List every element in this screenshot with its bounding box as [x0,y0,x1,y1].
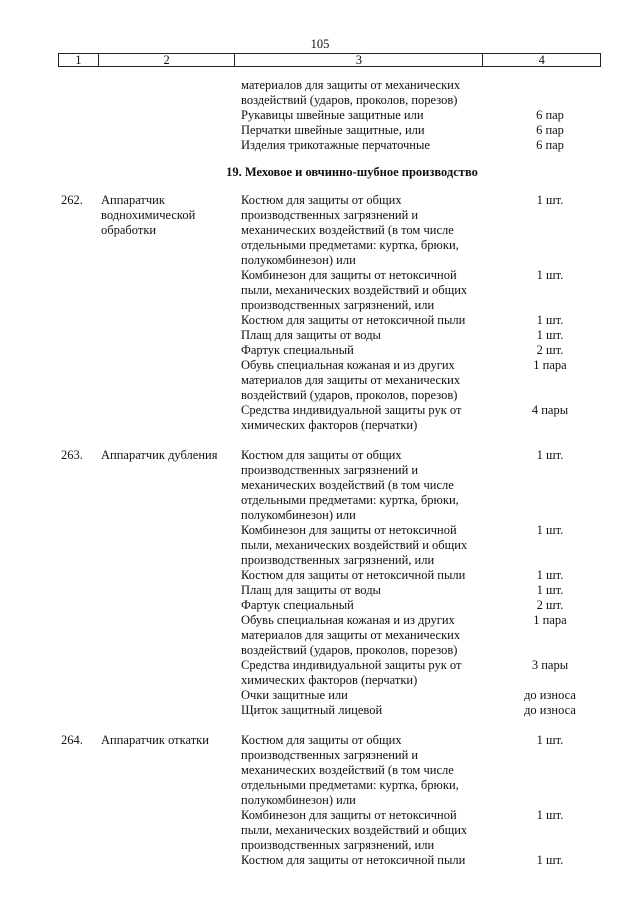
table-row [0,703,640,718]
ppe-item [241,313,491,328]
profession-name [101,568,240,583]
profession-name [101,613,240,658]
ppe-quantity: 1 пара [533,358,567,372]
ppe-item-line: Рукавицы швейные защитные или [241,108,424,122]
ppe-item-line: Средства индивидуальной защиты рук от [241,658,462,672]
profession-name [101,583,240,598]
ppe-item-line: Костюм для защиты от общих [241,733,402,747]
ppe-item-line: производственных загрязнений и [241,208,419,222]
profession-name [101,358,240,403]
ppe-item [241,138,491,153]
table-row [0,583,640,598]
profession-name [101,193,240,268]
table-row [0,448,640,523]
profession-line: Аппаратчик [101,193,165,207]
entry-number [61,78,101,108]
ppe-quantity: 1 шт. [536,448,564,462]
table-header [58,53,601,67]
ppe-quantity: 1 шт. [536,808,564,822]
ppe-item-line: Средства индивидуальной защиты рук от [241,403,462,417]
ppe-item-line: пыли, механических воздействий и общих [241,283,468,297]
ppe-item-line: Костюм для защиты от нетоксичной пыли [241,313,466,327]
ppe-quantity: до износа [524,688,576,702]
ppe-item [241,448,491,523]
profession-name [101,853,240,868]
ppe-quantity [491,78,609,108]
ppe-item [241,688,491,703]
profession-name [101,703,240,718]
ppe-quantity: 1 шт. [536,853,564,867]
table-row [0,688,640,703]
ppe-item-line: производственных загрязнений, или [241,298,435,312]
table-row [0,78,640,108]
ppe-item [241,268,491,313]
ppe-item-line: воздействий (ударов, проколов, порезов) [241,643,458,657]
ppe-item-line: отдельными предметами: куртка, брюки, [241,238,459,252]
table-row [0,193,640,268]
ppe-item [241,343,491,358]
ppe-quantity: 1 шт. [536,313,564,327]
entry-number [61,613,101,658]
profession-name [101,123,240,138]
table-body [0,78,640,868]
ppe-item [241,598,491,613]
profession-name [101,523,240,568]
ppe-quantity: 1 шт. [536,268,564,282]
entry-number [61,138,101,153]
ppe-item-line: Костюм для защиты от общих [241,448,402,462]
ppe-item-line: Костюм для защиты от общих [241,193,402,207]
entry-number: 263. [61,448,83,462]
ppe-quantity: 6 пар [536,108,564,122]
profession-name [101,313,240,328]
profession-line: воднохимической [101,208,196,222]
table-row [0,568,640,583]
ppe-item-line: Фартук специальный [241,343,354,357]
table-row [0,343,640,358]
ppe-item-line: механических воздействий (в том числе [241,763,454,777]
ppe-item [241,568,491,583]
profession-name [101,733,240,808]
ppe-item [241,78,491,108]
ppe-quantity: 4 пары [531,403,569,417]
entry-number [61,123,101,138]
ppe-item-line: Очки защитные или [241,688,348,702]
ppe-item [241,123,491,138]
ppe-item-line: Костюм для защиты от нетоксичной пыли [241,853,466,867]
table-row [0,358,640,403]
entry-number [61,583,101,598]
ppe-item-line: Щиток защитный лицевой [241,703,383,717]
profession-name [101,808,240,853]
ppe-item-line: химических факторов (перчатки) [241,418,418,432]
ppe-item-line: Перчатки швейные защитные, или [241,123,425,137]
entry-number [61,403,101,433]
ppe-item [241,703,491,718]
profession-line: Аппаратчик дубления [101,448,218,462]
profession-line: обработки [101,223,157,237]
ppe-item [241,523,491,568]
ppe-item [241,108,491,123]
table-row [0,108,640,123]
table-row [0,403,640,433]
profession-name [101,598,240,613]
entry-number [61,313,101,328]
ppe-item [241,193,491,268]
ppe-item-line: воздействий (ударов, проколов, порезов) [241,388,458,402]
ppe-quantity: 6 пар [536,138,564,152]
header-col-1: 1 [59,54,99,66]
table-row [0,853,640,868]
entry-number [61,358,101,403]
ppe-item-line: производственных загрязнений и [241,748,419,762]
ppe-quantity: 6 пар [536,123,564,137]
ppe-quantity: 1 шт. [536,583,564,597]
ppe-item-line: материалов для защиты от механических [241,78,461,92]
table-row [0,598,640,613]
ppe-quantity: 1 шт. [536,568,564,582]
section-title: 19. Меховое и овчинно-шубное производство [226,165,478,179]
ppe-item-line: отдельными предметами: куртка, брюки, [241,493,459,507]
table-row [0,658,640,688]
profession-name [101,268,240,313]
ppe-item-line: Комбинезон для защиты от нетоксичной [241,808,457,822]
ppe-item [241,808,491,853]
ppe-item [241,583,491,598]
ppe-quantity: 2 шт. [536,343,564,357]
header-col-3: 3 [235,54,483,66]
ppe-quantity: 1 шт. [536,328,564,342]
ppe-quantity: 1 пара [533,613,567,627]
ppe-item-line: Костюм для защиты от нетоксичной пыли [241,568,466,582]
entry-number [61,268,101,313]
ppe-item [241,733,491,808]
entry-number [61,598,101,613]
entry-number [61,523,101,568]
entry-number [61,703,101,718]
ppe-item-line: производственных загрязнений, или [241,553,435,567]
profession-name [101,403,240,433]
header-col-4: 4 [538,53,545,67]
ppe-item-line: механических воздействий (в том числе [241,223,454,237]
entry-number [61,108,101,123]
page-number: 105 [310,37,330,51]
ppe-item [241,613,491,658]
ppe-item-line: пыли, механических воздействий и общих [241,823,468,837]
table-row [0,613,640,658]
entry-number: 262. [61,193,83,207]
ppe-item-line: производственных загрязнений и [241,463,419,477]
ppe-quantity: 3 пары [531,658,569,672]
table-row [0,808,640,853]
entry-number [61,568,101,583]
table-row [0,328,640,343]
ppe-quantity: 1 шт. [536,733,564,747]
table-row [0,523,640,568]
ppe-item [241,358,491,403]
ppe-item-line: пыли, механических воздействий и общих [241,538,468,552]
profession-line: Аппаратчик откатки [101,733,209,747]
ppe-quantity: 1 шт. [536,523,564,537]
entry-number [61,688,101,703]
table-row [0,138,640,153]
entry-number [61,658,101,688]
ppe-item-line: Обувь специальная кожаная и из других [241,613,455,627]
table-row [0,313,640,328]
ppe-item-line: полукомбинезон) или [241,793,356,807]
ppe-item-line: материалов для защиты от механических [241,373,461,387]
ppe-quantity: до износа [524,703,576,717]
profession-name [101,343,240,358]
ppe-item-line: отдельными предметами: куртка, брюки, [241,778,459,792]
ppe-item-line: химических факторов (перчатки) [241,673,418,687]
entry-number: 264. [61,733,83,747]
ppe-item-line: полукомбинезон) или [241,253,356,267]
ppe-item-line: Плащ для защиты от воды [241,328,381,342]
profession-name [101,138,240,153]
entry-number [61,808,101,853]
entry-spacer [0,433,640,448]
profession-name [101,448,240,523]
ppe-item [241,658,491,688]
ppe-item-line: Плащ для защиты от воды [241,583,381,597]
profession-name [101,658,240,688]
ppe-item-line: материалов для защиты от механических [241,628,461,642]
ppe-item-line: полукомбинезон) или [241,508,356,522]
table-row [0,268,640,313]
ppe-item-line: производственных загрязнений, или [241,838,435,852]
ppe-item-line: Комбинезон для защиты от нетоксичной [241,268,457,282]
table-row [0,733,640,808]
profession-name [101,328,240,343]
ppe-item-line: Изделия трикотажные перчаточные [241,138,430,152]
ppe-item-line: воздействий (ударов, проколов, порезов) [241,93,458,107]
ppe-item-line: Фартук специальный [241,598,354,612]
ppe-item [241,328,491,343]
profession-name [101,108,240,123]
entry-spacer [0,718,640,733]
ppe-quantity: 2 шт. [536,598,564,612]
ppe-item-line: механических воздействий (в том числе [241,478,454,492]
ppe-item [241,853,491,868]
entry-number [61,853,101,868]
table-row [0,123,640,138]
profession-name [101,688,240,703]
entry-number [61,343,101,358]
entry-number [61,328,101,343]
profession-name [101,78,240,108]
ppe-item-line: Обувь специальная кожаная и из других [241,358,455,372]
ppe-item-line: Комбинезон для защиты от нетоксичной [241,523,457,537]
header-col-2: 2 [99,54,236,66]
ppe-item [241,403,491,433]
ppe-quantity: 1 шт. [536,193,564,207]
